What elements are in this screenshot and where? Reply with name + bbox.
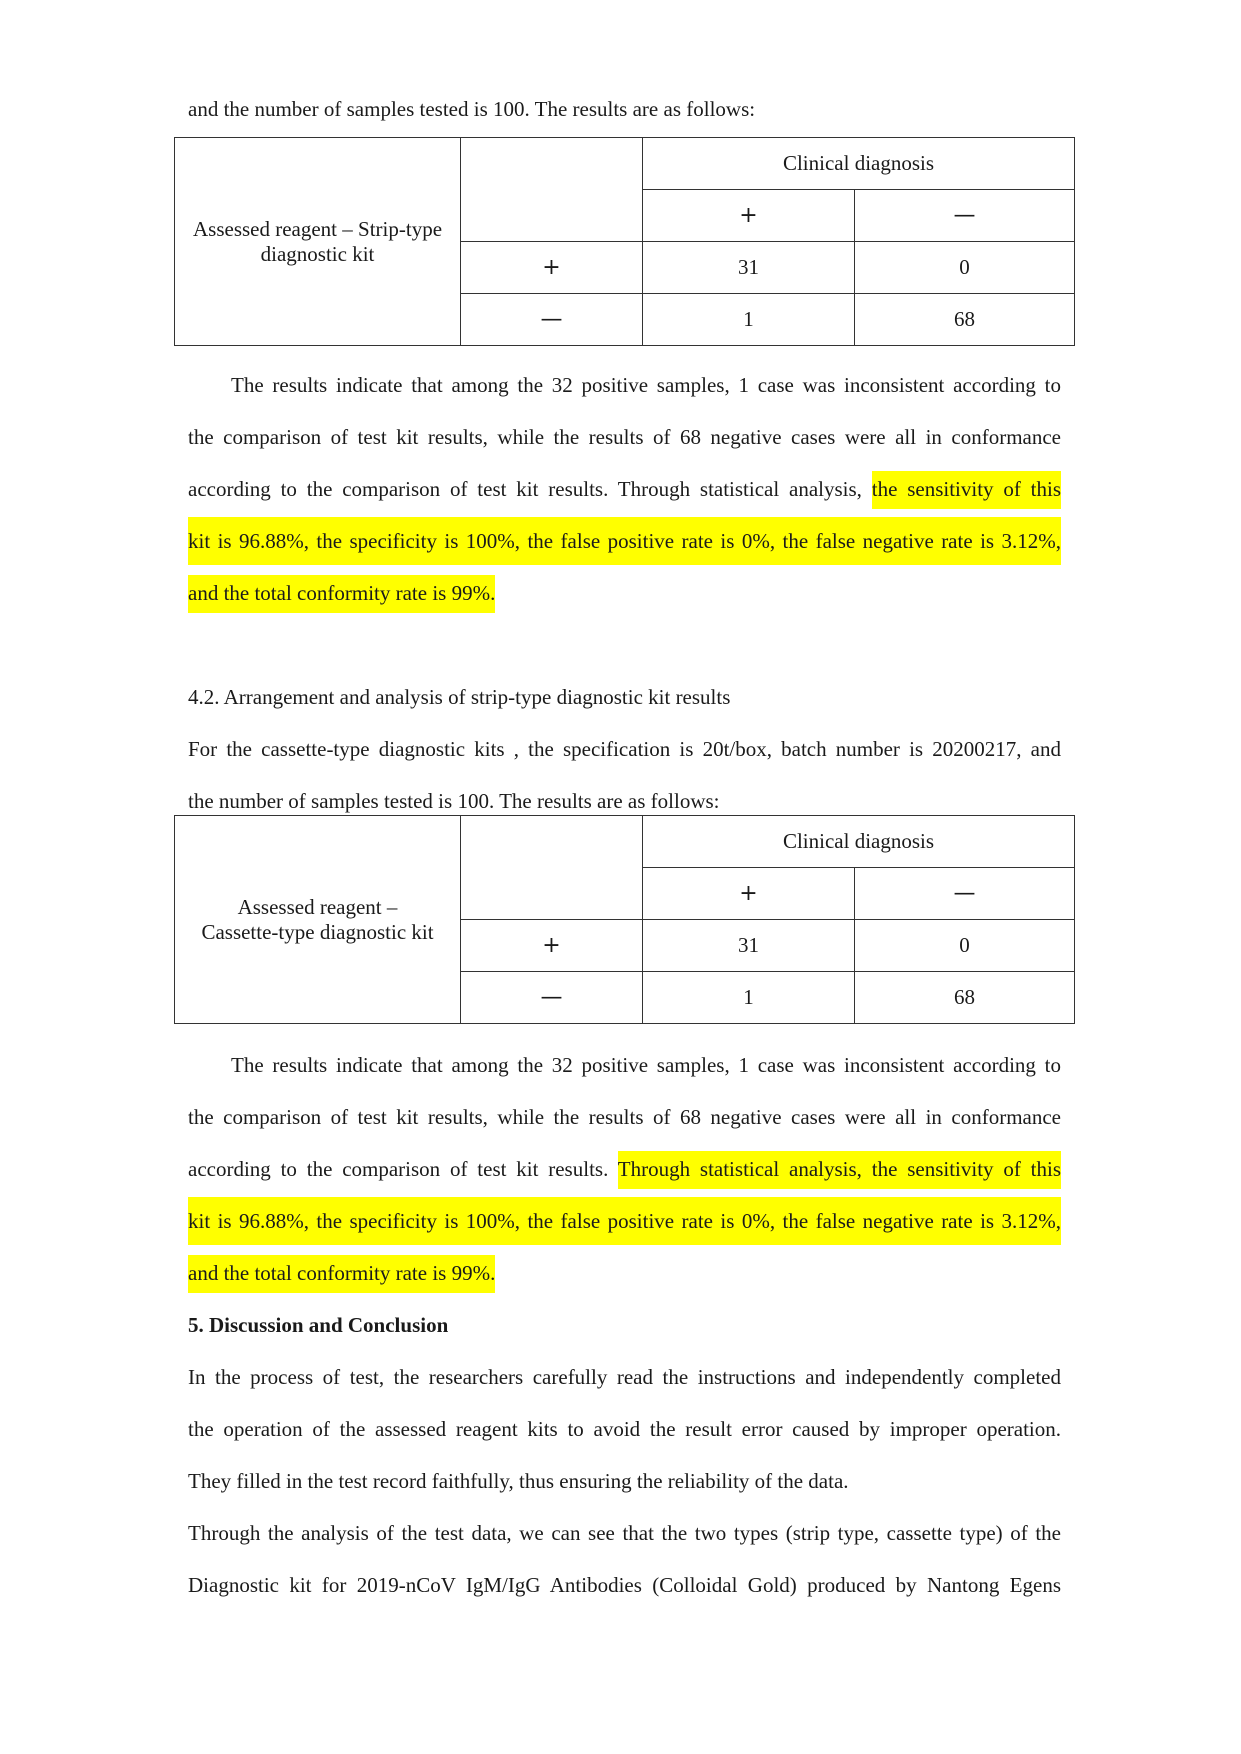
- cell-neg-pos: 1: [643, 294, 855, 346]
- section-5-line5: Diagnostic kit for 2019-nCoV IgM/IgG Antibodies (Colloidal Gold) produced by Nantong Egens: [188, 1573, 1061, 1597]
- col-positive: +: [643, 868, 855, 920]
- row-positive: +: [461, 920, 643, 972]
- cell-neg-neg: 68: [855, 972, 1075, 1024]
- row-label-line1: Assessed reagent –: [237, 894, 398, 919]
- cell-pos-pos: 31: [643, 920, 855, 972]
- row-label-line1: Assessed reagent – Strip-type: [192, 216, 443, 241]
- results-table-strip: [174, 137, 1075, 346]
- para2-line4: [188, 1208, 1061, 1245]
- para1-line2: the comparison of test kit results, while the results of 68 negative cases were all in conformance: [188, 425, 1061, 449]
- section-5-line2: the operation of the assessed reagent kits to avoid the result error caused by improper operation.: [188, 1417, 1061, 1441]
- col-negative: —: [855, 868, 1075, 920]
- section-5-heading: 5. Discussion and Conclusion: [188, 1313, 449, 1337]
- section-4-2-line2: the number of samples tested is 100. The results are as follows:: [188, 789, 720, 813]
- para2-line3-a: according to the comparison of test kit results.: [188, 1157, 609, 1181]
- para1-line3: [188, 476, 1061, 502]
- results-table-cassette: [174, 815, 1075, 1024]
- section-5-line1: In the process of test, the researchers carefully read the instructions and independently completed: [188, 1365, 1061, 1389]
- col-positive: +: [643, 190, 855, 242]
- cell-pos-neg: 0: [855, 242, 1075, 294]
- row-label-line2: diagnostic kit: [260, 241, 375, 266]
- section-4-2-line1: For the cassette-type diagnostic kits , the specification is 20t/box, batch number is 20200217, and: [188, 737, 1061, 761]
- cell-neg-neg: 68: [855, 294, 1075, 346]
- highlight-2b: kit is 96.88%, the specificity is 100%, the false positive rate is 0%, the false negative rate is 3.12%,: [188, 1197, 1061, 1245]
- highlight-1b: kit is 96.88%, the specificity is 100%, the false positive rate is 0%, the false negative rate is 3.12%,: [188, 517, 1061, 565]
- para2-line3: [188, 1156, 1061, 1182]
- section-4-2-heading: 4.2. Arrangement and analysis of strip-type diagnostic kit results: [188, 685, 731, 709]
- highlight-2c: and the total conformity rate is 99%.: [188, 1255, 495, 1293]
- row-negative: —: [461, 972, 643, 1024]
- cell-pos-neg: 0: [855, 920, 1075, 972]
- highlight-1a: the sensitivity of this: [872, 471, 1061, 509]
- para2-line1: The results indicate that among the 32 positive samples, 1 case was inconsistent according to: [231, 1053, 1061, 1077]
- section-5-line3: They filled in the test record faithfully, thus ensuring the reliability of the data.: [188, 1469, 849, 1493]
- row-negative: —: [461, 294, 643, 346]
- para2-line2: the comparison of test kit results, while the results of 68 negative cases were all in conformance: [188, 1105, 1061, 1129]
- highlight-2a: Through statistical analysis, the sensitivity of this: [618, 1151, 1061, 1189]
- clinical-diagnosis-header: Clinical diagnosis: [643, 816, 1075, 868]
- empty-cell: [461, 816, 643, 920]
- para1-line4: [188, 528, 1061, 565]
- para1-line5: [188, 580, 1061, 606]
- col-negative: —: [855, 190, 1075, 242]
- intro-line: and the number of samples tested is 100. The results are as follows:: [188, 97, 756, 121]
- para1-line1: The results indicate that among the 32 positive samples, 1 case was inconsistent according to: [231, 373, 1061, 397]
- cell-pos-pos: 31: [643, 242, 855, 294]
- cell-neg-pos: 1: [643, 972, 855, 1024]
- row-label-line2: Cassette-type diagnostic kit: [201, 919, 434, 944]
- empty-cell: [461, 138, 643, 242]
- para1-line3-a: according to the comparison of test kit results. Through statistical analysis,: [188, 477, 862, 501]
- row-positive: +: [461, 242, 643, 294]
- section-5-line4: Through the analysis of the test data, we can see that the two types (strip type, cassette type) of the: [188, 1521, 1061, 1545]
- row-label-cell: [175, 816, 461, 1024]
- highlight-1c: and the total conformity rate is 99%.: [188, 575, 495, 613]
- para2-line5: [188, 1260, 1061, 1286]
- row-label-cell: [175, 138, 461, 346]
- clinical-diagnosis-header: Clinical diagnosis: [643, 138, 1075, 190]
